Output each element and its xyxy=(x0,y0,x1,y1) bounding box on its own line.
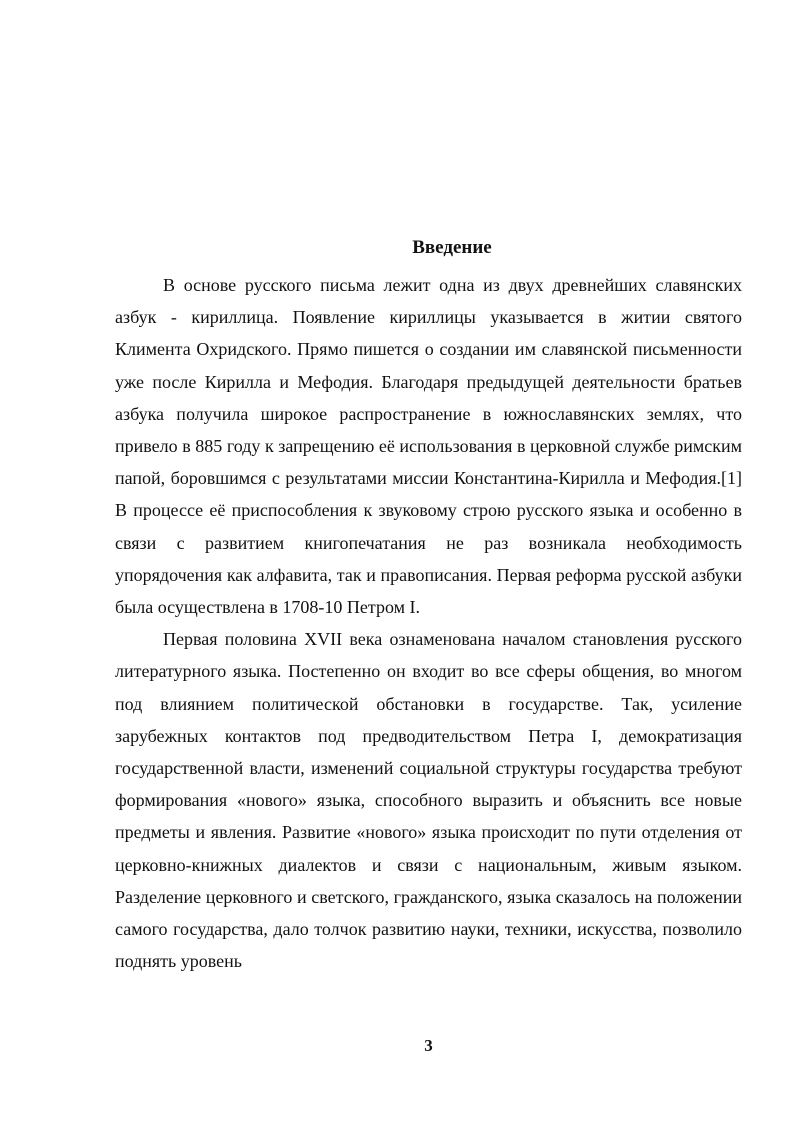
paragraph-2: Первая половина XVII века ознаменована началом становления русского литературного языка. Постепенно он входит во все сферы общения, во многом под влиянием политической обстановки в государстве. Так, усиление зарубежных контактов под предводительством Петра I, демократизация государственной власти, изменений социальной структуры государства требуют формирования «нового» языка, способного выразить и объяснить все новые предметы и явления. Развитие «нового» языка происходит по пути отделения от церковно-книжных диалектов и связи с национальным, живым языком. Разделение церковного и светского, гражданского, языка сказалось на положении самого государства, дало толчок развитию науки, техники, искусства, позволило поднять уровень xyxy=(115,629,742,972)
body-text xyxy=(115,269,742,977)
paragraph-1: В основе русского письма лежит одна из двух древнейших славянских азбук - кириллица. Появление кириллицы указывается в житии святого Климента Охридского. Прямо пишется о создании им славянской письменности уже после Кирилла и Мефодия. Благодаря предыдущей деятельности братьев азбука получила широкое распространение в южнославянских землях, что привело в 885 году к запрещению её использования в церковной службе римским папой, боровшимся с результатами миссии Константина-Кирилла и Мефодия.[1] В процессе её приспособления к звуковому строю русского языка и особенно в связи с развитием книгопечатания не раз возникала необходимость упорядочения как алфавита, так и правописания. Первая реформа русской азбуки была осуществлена в 1708-10 Петром I. xyxy=(115,275,742,618)
page-number: 3 xyxy=(424,1036,433,1055)
section-title: Введение xyxy=(412,237,492,258)
